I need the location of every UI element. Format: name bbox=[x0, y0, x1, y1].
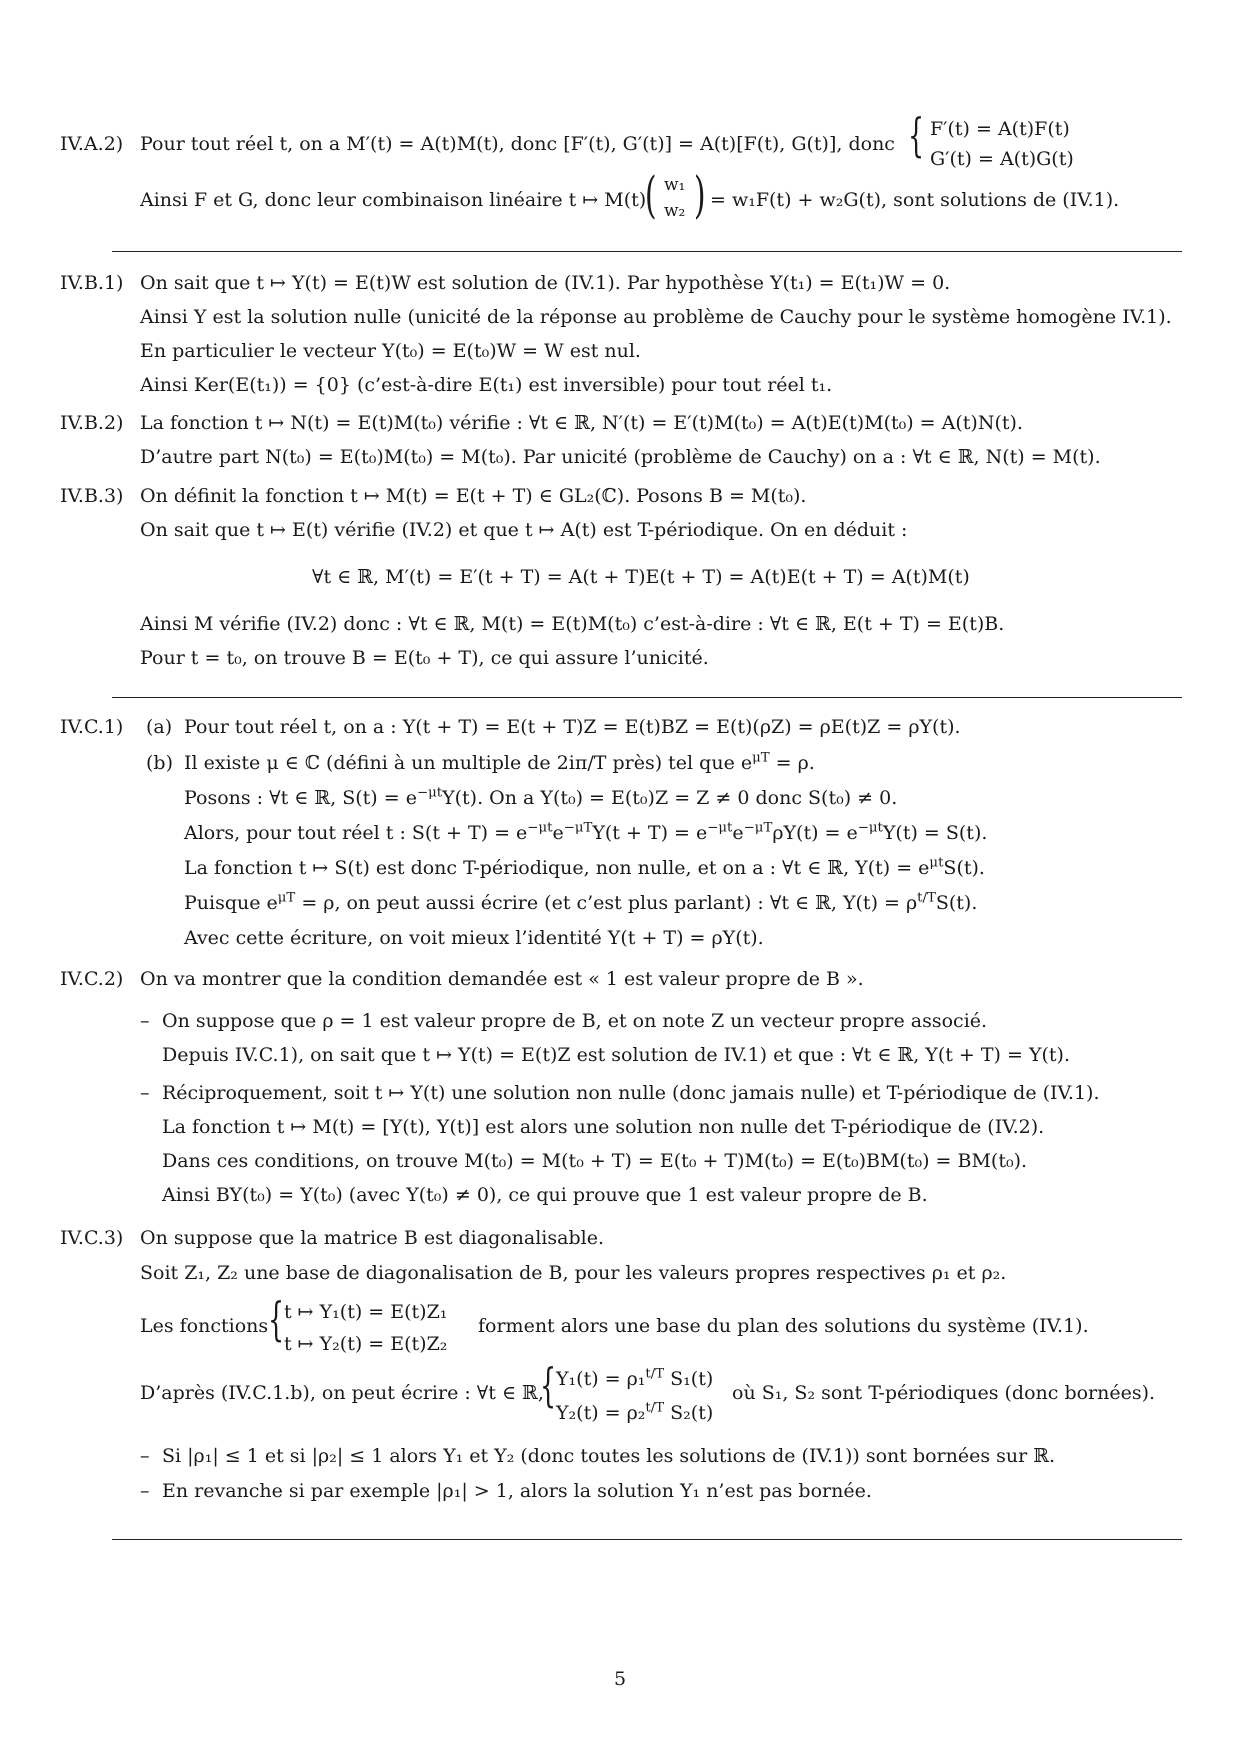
item-tag-b: (b) bbox=[146, 752, 173, 774]
iv-b-3-line-1: On définit la fonction t ↦ M(t) = E(t + T) ∈ GL₂(ℂ). Posons B = M(t₀). bbox=[140, 485, 807, 507]
dash-bullet: – bbox=[140, 1082, 150, 1104]
section-label-iv-c-1: IV.C.1) bbox=[60, 716, 124, 738]
left-paren: ( bbox=[644, 166, 657, 224]
iv-c-3-functions-lead: Les fonctions bbox=[140, 1315, 269, 1337]
iv-c-2-line-3: Depuis IV.C.1), on sait que t ↦ Y(t) = E(t)Z est solution de IV.1) et que : ∀t ∈ ℝ, Y(t + T) = Y(t). bbox=[162, 1044, 1071, 1066]
iv-a-2-line-2a: Ainsi F et G, donc leur combinaison linéaire t ↦ M(t) bbox=[140, 189, 647, 211]
section-label-iv-b-3: IV.B.3) bbox=[60, 485, 124, 507]
iv-c-3-line-4: En revanche si par exemple |ρ₁| > 1, alors la solution Y₁ n’est pas bornée. bbox=[162, 1480, 872, 1502]
section-label-iv-c-2: IV.C.2) bbox=[60, 968, 124, 990]
iv-c-2-line-4: Réciproquement, soit t ↦ Y(t) une solution non nulle (donc jamais nulle) et T-périodique de (IV.1). bbox=[162, 1082, 1100, 1104]
section-divider bbox=[112, 251, 1182, 252]
iv-c-3-decomposition-lead: D’après (IV.C.1.b), on peut écrire : ∀t ∈ ℝ, bbox=[140, 1382, 544, 1404]
iv-c-2-line-6: Dans ces conditions, on trouve M(t₀) = M(t₀ + T) = E(t₀ + T)M(t₀) = E(t₀)BM(t₀) = BM(t₀). bbox=[162, 1150, 1028, 1172]
iv-c-2-line-7: Ainsi BY(t₀) = Y(t₀) (avec Y(t₀) ≠ 0), ce qui prouve que 1 est valeur propre de B. bbox=[162, 1184, 928, 1206]
iv-c-3-line-2: Soit Z₁, Z₂ une base de diagonalisation de B, pour les valeurs propres respectives ρ₁ et ρ₂. bbox=[140, 1262, 1007, 1284]
vector-w1: w₁ bbox=[664, 175, 686, 195]
vector-w2: w₂ bbox=[664, 201, 686, 221]
section-label-iv-c-3: IV.C.3) bbox=[60, 1227, 124, 1249]
column-vector bbox=[664, 172, 685, 224]
page-number: 5 bbox=[613, 1668, 627, 1690]
iv-c-3-functions-tail: forment alors une base du plan des solutions du système (IV.1). bbox=[478, 1315, 1089, 1337]
dash-bullet: – bbox=[140, 1010, 150, 1032]
iv-c-3-line-3: Si |ρ₁| ≤ 1 et si |ρ₂| ≤ 1 alors Y₁ et Y₂ (donc toutes les solutions de (IV.1)) sont bornées sur ℝ. bbox=[162, 1445, 1056, 1467]
dash-bullet: – bbox=[140, 1480, 150, 1502]
function-y1: t ↦ Y₁(t) = E(t)Z₁ bbox=[284, 1301, 448, 1323]
iv-b-2-line-2: D’autre part N(t₀) = E(t₀)M(t₀) = M(t₀). Par unicité (problème de Cauchy) on a : ∀t ∈ ℝ, N(t) = M(t). bbox=[140, 446, 1101, 468]
section-divider bbox=[112, 1539, 1182, 1540]
iv-c-2-line-1: On va montrer que la condition demandée est « 1 est valeur propre de B ». bbox=[140, 968, 864, 990]
decomposition-y2: Y₂(t) = ρ₂$^{t/T}$ S₂(t) bbox=[556, 1400, 714, 1424]
iv-c-1-b-line-4: La fonction t ↦ S(t) est donc T-périodique, non nulle, et on a : ∀t ∈ ℝ, $Y(t) = e^{\mu t}S(t)$. bbox=[184, 855, 985, 879]
iv-b-3-line-2: On sait que t ↦ E(t) vérifie (IV.2) et que t ↦ A(t) est T-périodique. On en déduit : bbox=[140, 519, 908, 541]
left-brace: { bbox=[268, 1292, 285, 1346]
iv-c-1-b-line-2: Posons : ∀t ∈ ℝ, $S(t) = e^{-\mu t}Y(t)$. On a Y(t₀) = E(t₀)Z = Z ≠ 0 donc S(t₀) ≠ 0. bbox=[184, 785, 898, 809]
iv-b-3-display-equation: ∀t ∈ ℝ, M′(t) = E′(t + T) = A(t + T)E(t + T) = A(t)E(t + T) = A(t)M(t) bbox=[312, 566, 970, 588]
iv-c-1-b-line-1: Il existe μ ∈ ℂ (défini à un multiple de 2iπ/T près) tel que $e^{\mu T} = \rho$. bbox=[184, 750, 815, 774]
left-brace: { bbox=[908, 108, 925, 162]
iv-c-3-decomposition-system bbox=[556, 1362, 713, 1430]
iv-c-3-decomposition-tail: où S₁, S₂ sont T-périodiques (donc bornées). bbox=[732, 1382, 1156, 1404]
section-label-iv-a-2: IV.A.2) bbox=[60, 133, 124, 155]
function-y2: t ↦ Y₂(t) = E(t)Z₂ bbox=[284, 1333, 448, 1355]
iv-b-2-line-1: La fonction t ↦ N(t) = E(t)M(t₀) vérifie : ∀t ∈ ℝ, N′(t) = E′(t)M(t₀) = A(t)E(t)M(t₀) = A(t)N(t). bbox=[140, 412, 1023, 434]
section-divider bbox=[112, 697, 1182, 698]
dash-bullet: – bbox=[140, 1445, 150, 1467]
iv-b-1-line-4: Ainsi Ker(E(t₁)) = {0} (c’est-à-dire E(t₁) est inversible) pour tout réel t₁. bbox=[140, 374, 833, 396]
decomposition-y1: Y₁(t) = ρ₁$^{t/T}$ S₁(t) bbox=[556, 1366, 714, 1390]
left-brace: { bbox=[540, 1358, 557, 1412]
iv-b-3-line-3: Ainsi M vérifie (IV.2) donc : ∀t ∈ ℝ, M(t) = E(t)M(t₀) c’est-à-dire : ∀t ∈ ℝ, E(t + T) = E(t)B. bbox=[140, 613, 1005, 635]
iv-b-3-line-4: Pour t = t₀, on trouve B = E(t₀ + T), ce qui assure l’unicité. bbox=[140, 647, 709, 669]
section-label-iv-b-2: IV.B.2) bbox=[60, 412, 124, 434]
system-eq-f: F′(t) = A(t)F(t) bbox=[930, 118, 1070, 140]
iv-a-2-line-2b: = w₁F(t) + w₂G(t), sont solutions de (IV.1). bbox=[710, 189, 1120, 211]
iv-c-1-b-line-3: Alors, pour tout réel t : $S(t + T) = e^{-\mu t}e^{-\mu T}Y(t + T) = e^{-\mu t}e^{-\mu T}\rho Y(t) = e^{-\mu t}Y(t) = S(t)$. bbox=[184, 820, 988, 844]
system-eq-g: G′(t) = A(t)G(t) bbox=[930, 148, 1074, 170]
iv-a-2-line-1: Pour tout réel t, on a M′(t) = A(t)M(t), donc [F′(t), G′(t)] = A(t)[F(t), G(t)], donc bbox=[140, 133, 895, 155]
iv-b-1-line-3: En particulier le vecteur Y(t₀) = E(t₀)W = W est nul. bbox=[140, 340, 641, 362]
iv-b-1-line-2: Ainsi Y est la solution nulle (unicité de la réponse au problème de Cauchy pour le système homogène IV.1). bbox=[140, 306, 1172, 328]
iv-c-3-functions-system bbox=[284, 1296, 447, 1360]
item-tag-a: (a) bbox=[146, 716, 173, 738]
right-paren: ) bbox=[693, 166, 706, 224]
iv-c-2-line-2: On suppose que ρ = 1 est valeur propre de B, et on note Z un vecteur propre associé. bbox=[162, 1010, 988, 1032]
section-label-iv-b-1: IV.B.1) bbox=[60, 272, 124, 294]
iv-b-1-line-1: On sait que t ↦ Y(t) = E(t)W est solution de (IV.1). Par hypothèse Y(t₁) = E(t₁)W = 0. bbox=[140, 272, 951, 294]
iv-c-1-b-line-5: Puisque $e^{\mu T} = \rho$, on peut aussi écrire (et c’est plus parlant) : ∀t ∈ ℝ, $Y(t) = \rho^{t/T}S(t)$. bbox=[184, 890, 978, 914]
iv-c-3-line-1: On suppose que la matrice B est diagonalisable. bbox=[140, 1227, 604, 1249]
iv-c-1-a-line: Pour tout réel t, on a : Y(t + T) = E(t + T)Z = E(t)BZ = E(t)(ρZ) = ρE(t)Z = ρY(t). bbox=[184, 716, 961, 738]
iv-c-2-line-5: La fonction t ↦ M(t) = [Y(t), Y(t)] est alors une solution non nulle det T-périodique de (IV.2). bbox=[162, 1116, 1045, 1138]
iv-a-2-system bbox=[930, 114, 1074, 174]
iv-c-1-b-line-6: Avec cette écriture, on voit mieux l’identité Y(t + T) = ρY(t). bbox=[184, 927, 764, 949]
